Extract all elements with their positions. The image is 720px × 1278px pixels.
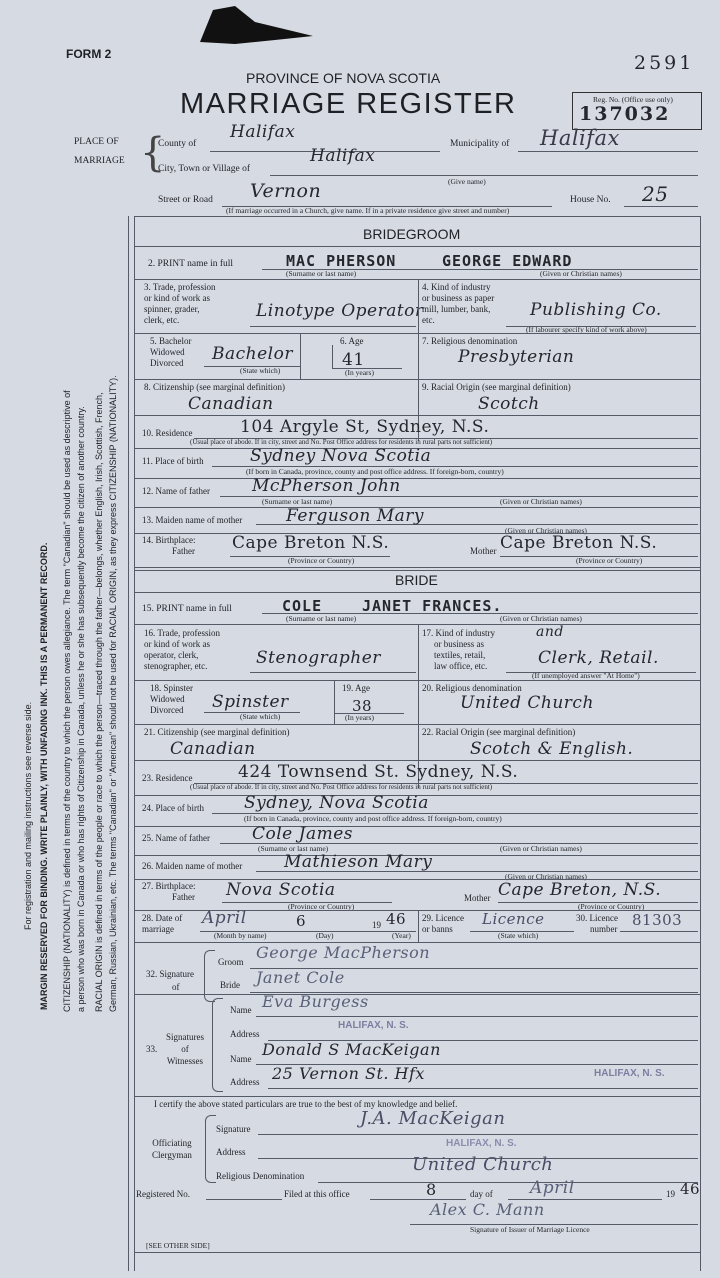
city-value: Halifax	[310, 146, 376, 166]
groom-religion-value: Presbyterian	[458, 347, 575, 367]
clergy-denomination: United Church	[412, 1154, 554, 1175]
licence-or-banns-value: Licence	[482, 910, 545, 928]
citizenship-definition-2: a person who was born in Canada or who has rights of Citizenship in Canada, unless he or she has subsequently become the citizen of another country.	[76, 406, 86, 1012]
bride-birthplace-value: Sydney, Nova Scotia	[244, 793, 429, 813]
signature-of-label: 32. Signature of	[146, 969, 194, 992]
marriage-register-document: FORM 2 2591 PROVINCE OF NOVA SCOTIA MARRIAGE REGISTER Reg. No. (Office use only) 137032 PLACE OF MARRIAGE { County of Halifax Municipality of Halifax City, Town or Village of Halifax (Give name) Street or Road Vernon House No. 25 (If marriage occurred in a Church, give name. If in a private residence give street and number) For registration and mailing instructions see reverse side. MARGIN RESERVED FOR BINDING. WRITE PLAINLY, WITH UNFADING INK. THIS IS A PERMANENT RECORD. CITIZENSHIP (NATIONALITY) is defined in terms of the country to which the person owes allegiance. The term "Canadian" should be used as descriptive of a person who was born in Canada or who has rights of Citizenship in Canada, unless he or she has subsequently become the citizen of another country. RACIAL ORIGIN is defined in terms of the people or race to which the person—traced through the father—belongs, whether English, Irish, Scottish, French, German, Russian, Ukrainian, etc. The terms "Canadian" or "American" should not be used for RACIAL ORIGIN, as they express CITIZENSHIP (NATIONALITY). BRIDEGROOM 2. PRINT name in full MAC PHERSON GEORGE EDWARD (Surname or last name) (Given or Christian names) 3. Trade, profession or kind of work as spinner, grader, clerk, etc. Linotype Operator 4. Kind of industry or business as paper mill, lumber, bank, etc. Publishing Co. (If labourer specify kind of work above) 5. Bachelor Widowed Divorced Bachelor (State which) 6. Age 41 (In years) 7. Religious denomination Presbyterian 8. Citizenship (see marginal definition) Canadian 9. Racial Origin (see marginal definition) Scotch 10. Residence 104 Argyle St, Sydney, N.S. (Usual place of abode. If in city, street and No. Post Office address for residents in rural parts not sufficient) 11. Place of birth Sydney Nova Scotia (If born in Canada, province, county and post office address. If foreign-born, country) 12. Name of father McPherson John (Surname or last name) (Given or Christian names) 13. Maiden name of mother Ferguson Mary (Given or Christian names) 14. Birthplace: Father Cape Breton N.S. (Province or Country) Mother Cape Breton N.S. (Province or Country) BRIDE 15. PRINT name in full COLE JANET FRANCES. (Surname or last name) (Given or Christian names) 16. Trade, profession or kind of work as operator, clerk, stenographer, etc. Stenographer 17. Kind of industry or business as textiles, retail, law office, etc. and Clerk, Retail. (If unemployed answer "At Home") 18. Spinster Widowed Divorced Spinster (State which) 19. Age 38 (In years) 20. Religious denomination United Church 21. Citizenship (see marginal definition) Canadian 22. Racial Origin (see marginal definition) Scotch & English. 23. Residence 424 Townsend St. Sydney, N.S. (Usual place of abode. If in city, street and No. Post Office address for residents in rural parts not sufficient) 24. Place of birth Sydney, Nova Scotia (If born in Canada, province, county and post office address. If foreign-born, country) 25. Name of father Cole James (Surname or last name) (Given or Christian names) 26. Maiden name of mother Mathieson Mary (Given or Christian names) 27. Birthplace: Father Nova Scotia (Province or Country) Mother Cape Breton, N.S. (Province or Country) 28. Date of marriage April 6 19 46 (Month by name) (Day) (Year) 29. Licence or banns Licence (State which) 30. Licence number 81303 32. Signature of Groom George MacPherson Bride Janet Cole 33. Signatures of Witnesses Name Eva Burgess Address HALIFAX, N. S. Name Donald S MacKeigan Address 25 Vernon St. Hfx HALIFAX, N. S. I certify the above stated particulars are true to the best of my knowledge and belief. Officiating Clergyman Signature J.A. MacKeigan Address HALIFAX, N. S. Religious Denomination United Church Registered No. Filed at this office 8 day of April 19 46 Alex C. Mann Signature of Issuer of Marriage Licence [SEE OTHER SIDE]	[0, 0, 720, 1278]
groom-father-birthplace: Cape Breton N.S.	[232, 533, 390, 553]
give-name-hint: (Give name)	[448, 177, 486, 186]
groom-age-value: 41	[342, 350, 365, 370]
page-title: MARRIAGE REGISTER	[180, 88, 517, 120]
groom-citizenship-value: Canadian	[188, 394, 274, 414]
groom-signature: George MacPherson	[256, 943, 431, 962]
file-number: 2591	[634, 52, 695, 74]
bride-name-label: 15. PRINT name in full	[142, 604, 232, 614]
form-number: FORM 2	[66, 47, 112, 61]
groom-residence-value: 104 Argyle St, Sydney, N.S.	[240, 417, 490, 437]
groom-trade-label: 3. Trade, profession or kind of work as spinner, grader, clerk, etc.	[144, 282, 216, 325]
bride-given-names: JANET FRANCES.	[362, 597, 503, 615]
province-title: PROVINCE OF NOVA SCOTIA	[246, 70, 441, 86]
bridegroom-heading: BRIDEGROOM	[363, 226, 461, 242]
witness2-stamp: HALIFAX, N. S.	[594, 1068, 665, 1079]
bride-mother-birthplace: Cape Breton, N.S.	[498, 880, 662, 900]
county-value: Halifax	[230, 122, 296, 142]
licence-number-label: 30. Licence number	[576, 913, 618, 934]
marriage-year: 46	[386, 910, 407, 928]
citizenship-definition-1: CITIZENSHIP (NATIONALITY) is defined in terms of the country to which the person owes allegiance. The term "Canadian" should be used as descriptive of	[62, 390, 72, 1012]
clergy-label: Officiating Clergyman	[152, 1138, 192, 1160]
place-brace: {	[140, 130, 166, 176]
instructions-margin-text: For registration and mailing instructions see reverse side.	[23, 701, 33, 930]
groom-industry-label: 4. Kind of industry or business as paper mill, lumber, bank, etc.	[422, 282, 495, 325]
witness2-name: Donald S MacKeigan	[262, 1040, 441, 1059]
reg-no-box: Reg. No. (Office use only) 137032	[572, 92, 702, 130]
issuer-signature: Alex C. Mann	[430, 1200, 545, 1219]
see-other-side: [SEE OTHER SIDE]	[146, 1241, 210, 1250]
bride-industry-value: Clerk, Retail.	[538, 648, 659, 668]
binding-margin-text: MARGIN RESERVED FOR BINDING. WRITE PLAINLY, WITH UNFADING INK. THIS IS A PERMANENT RECORD.	[39, 542, 49, 1010]
marriage-label: MARRIAGE	[74, 156, 125, 166]
filed-year: 46	[680, 1180, 701, 1198]
bride-citizenship-value: Canadian	[170, 739, 256, 759]
bride-residence-value: 424 Townsend St. Sydney, N.S.	[238, 762, 519, 782]
bride-father-birthplace: Nova Scotia	[226, 880, 336, 900]
bride-religion-value: United Church	[460, 693, 594, 713]
groom-name-label: 2. PRINT name in full	[148, 259, 234, 269]
city-label: City, Town or Village of	[158, 164, 250, 174]
racial-definition-2: German, Russian, Ukrainian, etc. The terms "Canadian" or "American" should not be used for RACIAL ORIGIN, as they express CITIZENSHIP (NATIONALITY).	[108, 375, 118, 1012]
bride-status-label: 18. Spinster Widowed Divorced	[150, 683, 194, 715]
groom-trade-value: Linotype Operator	[256, 301, 424, 321]
bride-father-value: Cole James	[252, 824, 353, 844]
certification-text: I certify the above stated particulars are true to the best of my knowledge and belief.	[154, 1099, 458, 1109]
licence-label: 29. Licence or banns	[422, 913, 464, 934]
street-value: Vernon	[250, 180, 322, 202]
groom-surname: MAC PHERSON	[286, 252, 397, 270]
bride-mother-value: Mathieson Mary	[284, 852, 433, 872]
issuer-label: Signature of Issuer of Marriage Licence	[470, 1225, 590, 1234]
groom-mother-value: Ferguson Mary	[286, 506, 424, 526]
bride-industry-extra: and	[536, 624, 564, 640]
church-note: (If marriage occurred in a Church, give name. If in a private residence give street and number)	[226, 206, 510, 215]
house-label: House No.	[570, 195, 611, 205]
marriage-day: 6	[296, 912, 307, 930]
municipality-value: Halifax	[540, 126, 620, 150]
bride-racial-value: Scotch & English.	[470, 739, 634, 759]
witness1-name: Eva Burgess	[262, 992, 369, 1011]
house-value: 25	[642, 182, 669, 206]
bride-industry-label: 17. Kind of industry or business as textiles, retail, law office, etc.	[422, 628, 495, 671]
place-of-label: PLACE OF	[74, 137, 119, 147]
county-label: County of	[158, 139, 197, 149]
filed-month: April	[530, 1178, 575, 1198]
groom-status-label: 5. Bachelor Widowed Divorced	[150, 336, 192, 368]
witnesses-label: Signatures of Witnesses	[166, 1032, 204, 1066]
municipality-label: Municipality of	[450, 139, 510, 149]
street-label: Street or Road	[158, 195, 213, 205]
bride-status-value: Spinster	[212, 692, 289, 712]
witness2-address: 25 Vernon St. Hfx	[272, 1064, 425, 1083]
groom-industry-value: Publishing Co.	[530, 300, 662, 320]
witness1-stamp: HALIFAX, N. S.	[338, 1020, 409, 1031]
bride-age-value: 38	[352, 697, 373, 715]
groom-given-names: GEORGE EDWARD	[442, 252, 573, 270]
marriage-date-label: 28. Date of marriage	[142, 913, 183, 934]
bride-heading: BRIDE	[395, 572, 438, 588]
bride-trade-label: 16. Trade, profession or kind of work as operator, clerk, stenographer, etc.	[144, 628, 220, 671]
licence-number-value: 81303	[632, 911, 683, 929]
racial-definition-1: RACIAL ORIGIN is defined in terms of the people or race to which the person—traced through the father—belongs, whether English, Irish, Scottish, French,	[94, 392, 104, 1012]
bride-surname: COLE	[282, 597, 323, 615]
clergy-signature: J.A. MacKeigan	[360, 1108, 506, 1129]
groom-racial-value: Scotch	[478, 394, 540, 414]
binding-tab-mark	[195, 4, 315, 46]
reg-no-value: 137032	[579, 103, 671, 125]
bride-birthplace-parents-label: 27. Birthplace: Father	[142, 881, 196, 902]
bride-trade-value: Stenographer	[256, 648, 381, 668]
filed-day: 8	[426, 1180, 437, 1199]
marriage-month: April	[202, 908, 247, 928]
groom-birthplace-parents-label: 14. Birthplace: Father	[142, 535, 196, 556]
bride-signature: Janet Cole	[256, 968, 345, 987]
groom-status-value: Bachelor	[212, 344, 293, 364]
groom-father-value: McPherson John	[252, 476, 401, 496]
groom-birthplace-value: Sydney Nova Scotia	[250, 446, 432, 466]
groom-mother-birthplace: Cape Breton N.S.	[500, 533, 658, 553]
clergy-stamp: HALIFAX, N. S.	[446, 1138, 517, 1149]
